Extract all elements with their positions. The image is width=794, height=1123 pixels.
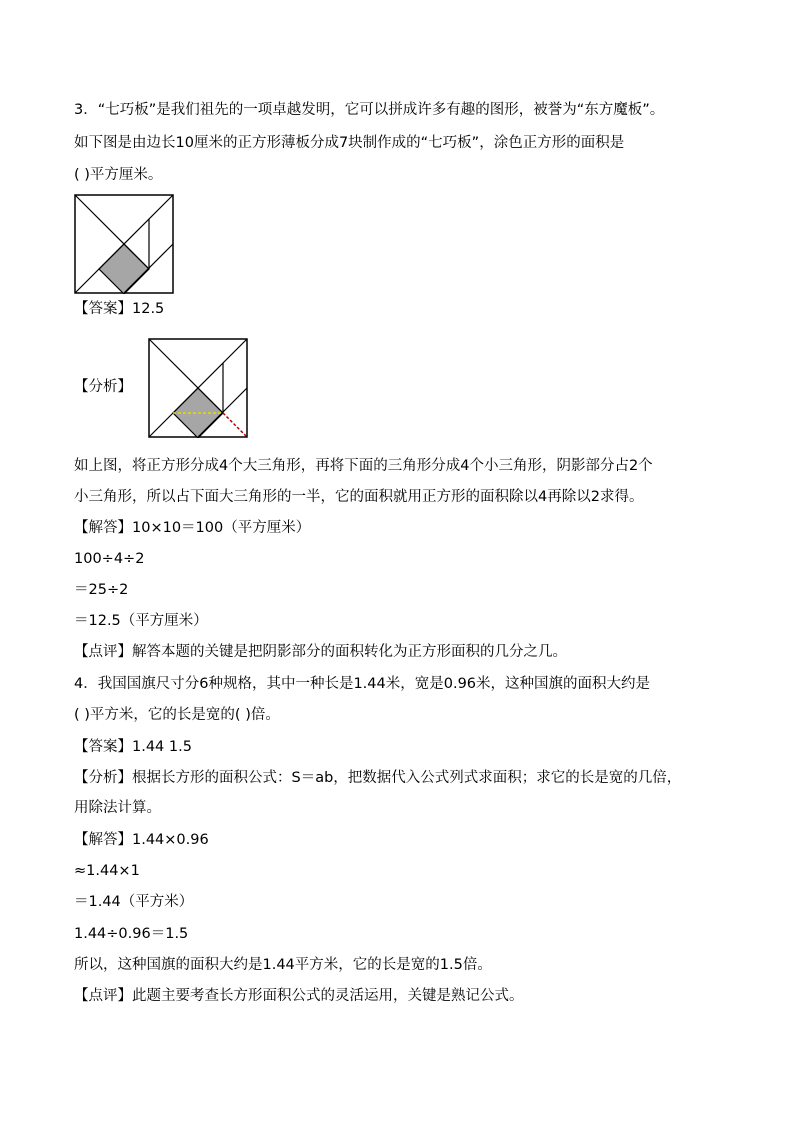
q4-solution-line5: 所以，这种国旗的面积大约是1.44平方米，它的长是宽的1.5倍。 — [74, 957, 492, 973]
q3-solution-line3: ＝25÷2 — [74, 582, 129, 598]
q4-solution-line3: ＝1.44（平方米） — [74, 894, 194, 910]
q4-analysis-line1: 【分析】根据长方形的面积公式：S＝ab，把数据代入公式列式求面积；求它的长是宽的几倍， — [74, 770, 682, 786]
q3-solution-line2: 100÷4÷2 — [74, 551, 145, 567]
q4-stem-line2: ( )平方米，它的长是宽的( )倍。 — [74, 707, 280, 723]
q3-answer: 【答案】12.5 — [74, 301, 165, 317]
tangram-analysis-figure — [148, 338, 248, 438]
q3-stem-line1: 3．“七巧板”是我们祖先的一项卓越发明，它可以拼成许多有趣的图形，被誉为“东方魔板”。 — [74, 102, 665, 118]
q3-analysis-label: 【分析】 — [74, 379, 132, 395]
q3-analysis-line2: 小三角形，所以占下面大三角形的一半，它的面积就用正方形的面积除以4再除以2求得。 — [74, 489, 644, 505]
q4-solution-line4: 1.44÷0.96＝1.5 — [74, 926, 189, 942]
q4-comment: 【点评】此题主要考查长方形面积公式的灵活运用，关键是熟记公式。 — [74, 988, 524, 1004]
q3-stem-line2: 如下图是由边长10厘米的正方形薄板分成7块制作成的“七巧板”，涂色正方形的面积是 — [74, 135, 625, 151]
q4-solution-line1: 【解答】1.44×0.96 — [74, 832, 209, 848]
q3-solution-line1: 【解答】10×10＝100（平方厘米） — [74, 520, 311, 536]
q4-stem-line1: 4．我国国旗尺寸分6种规格，其中一种长是1.44米，宽是0.96米，这种国旗的面积大约是 — [74, 676, 651, 692]
q4-solution-line2: ≈1.44×1 — [74, 863, 140, 879]
q3-solution-line4: ＝12.5（平方厘米） — [74, 613, 208, 629]
q4-analysis-line2: 用除法计算。 — [74, 800, 161, 816]
q3-analysis-line1: 如上图，将正方形分成4个大三角形，再将下面的三角形分成4个小三角形，阴影部分占2个 — [74, 458, 653, 474]
q3-comment: 【点评】解答本题的关键是把阴影部分的面积转化为正方形面积的几分之几。 — [74, 644, 567, 660]
q3-stem-line3: ( )平方厘米。 — [74, 167, 163, 183]
q4-answer: 【答案】1.44 1.5 — [74, 739, 192, 755]
tangram-figure — [74, 194, 174, 294]
